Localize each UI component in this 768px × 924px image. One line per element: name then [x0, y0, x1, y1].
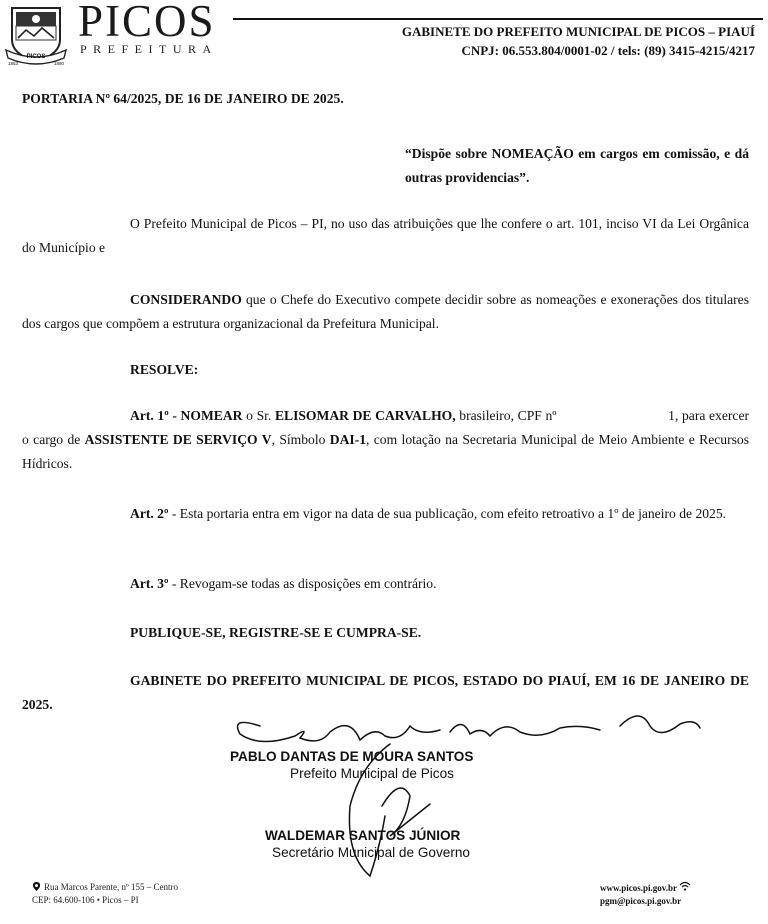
signer-2-name: WALDEMAR SANTOS JÚNIOR — [265, 828, 461, 843]
art2-label: Art. 2º — [130, 506, 169, 521]
publique-line: PUBLIQUE-SE, REGISTRE-SE E CUMPRA-SE. — [130, 625, 422, 640]
article-2 — [22, 502, 749, 526]
document-title: PORTARIA Nº 64/2025, DE 16 DE JANEIRO DE 2025. — [22, 91, 344, 106]
art1-nomear: NOMEAR — [180, 408, 243, 423]
footer-contacts — [600, 881, 691, 908]
footer-email[interactable]: pgm@picos.pi.gov.br — [600, 896, 682, 906]
article-1 — [22, 404, 749, 476]
wifi-icon — [679, 881, 691, 891]
logo-subtitle: PREFEITURA — [80, 42, 218, 56]
art3-label: Art. 3º — [130, 576, 169, 591]
header-contact: CNPJ: 06.553.804/0001-02 / tels: (89) 3415-4215/4217 — [461, 43, 755, 58]
art1-cargo: ASSISTENTE DE SERVIÇO V — [84, 432, 272, 447]
closing-text: GABINETE DO PREFEITO MUNICIPAL DE PICOS, ESTADO DO PIAUÍ, EM 16 DE JANEIRO DE 2025. — [22, 673, 749, 712]
intro-text: O Prefeito Municipal de Picos – PI, no uso das atribuições que lhe confere o art. 101, inciso VI da Lei Orgânica do Município e — [22, 216, 749, 255]
handwritten-signatures — [200, 696, 720, 896]
considerando-paragraph — [22, 288, 749, 336]
art1-simbolo: DAI-1 — [329, 432, 367, 447]
footer-cep: CEP: 64.600-106 • Picos – PI — [32, 895, 139, 905]
art1-t4: , Símbolo — [271, 432, 330, 447]
art2-text: - Esta portaria entra em vigor na data de sua publicação, com efeito retroativo a 1º de janeiro de 2025. — [168, 506, 727, 521]
signer-2-role: Secretário Municipal de Governo — [272, 845, 470, 860]
art1-t3: 1, para exercer o cargo de — [22, 408, 750, 447]
resolve-heading: RESOLVE: — [130, 362, 199, 377]
art1-name: ELISOMAR DE CARVALHO, — [274, 408, 456, 423]
art1-label: Art. 1º — [130, 408, 169, 423]
art1-t6: na Secretaria Municipal de Meio Ambiente e Recursos Hídricos. — [22, 432, 750, 471]
signer-1-name: PABLO DANTAS DE MOURA SANTOS — [230, 749, 474, 764]
considerando-label: CONSIDERANDO — [130, 292, 242, 307]
art1-sep: - — [168, 408, 181, 423]
header-office: GABINETE DO PREFEITO MUNICIPAL DE PICOS – PIAUÍ — [401, 24, 755, 39]
art1-t2: brasileiro, CPF nº — [455, 408, 557, 423]
art3-text: - Revogam-se todas as disposições em contrário. — [168, 576, 437, 591]
footer-address-line: Rua Marcos Parente, nº 155 – Centro — [32, 881, 178, 894]
svg-text:1890: 1890 — [54, 61, 65, 66]
article-3 — [130, 572, 437, 596]
logo-wordmark: PICOS — [78, 0, 216, 46]
footer-site[interactable]: www.picos.pi.gov.br — [600, 881, 691, 895]
art1-t1: o Sr. — [242, 408, 275, 423]
municipal-crest-logo — [4, 2, 68, 66]
signer-1-role: Prefeito Municipal de Picos — [290, 766, 454, 781]
svg-text:PICOS: PICOS — [26, 54, 46, 60]
header-rule — [233, 18, 763, 20]
intro-paragraph — [22, 212, 749, 260]
ementa: “Dispõe sobre NOMEAÇÃO em cargos em comissão, e dá outras providencias”. — [405, 146, 749, 185]
art1-t5: , com lotação — [366, 432, 441, 447]
footer-address — [32, 881, 178, 907]
considerando-text: que o Chefe do Executivo compete decidir sobre as nomeações e exonerações dos titulares dos cargos que compõem a estrutura organizacional da Prefeitura Municipal. — [22, 292, 749, 331]
svg-text:1853: 1853 — [8, 61, 19, 66]
location-pin-icon — [32, 882, 41, 891]
